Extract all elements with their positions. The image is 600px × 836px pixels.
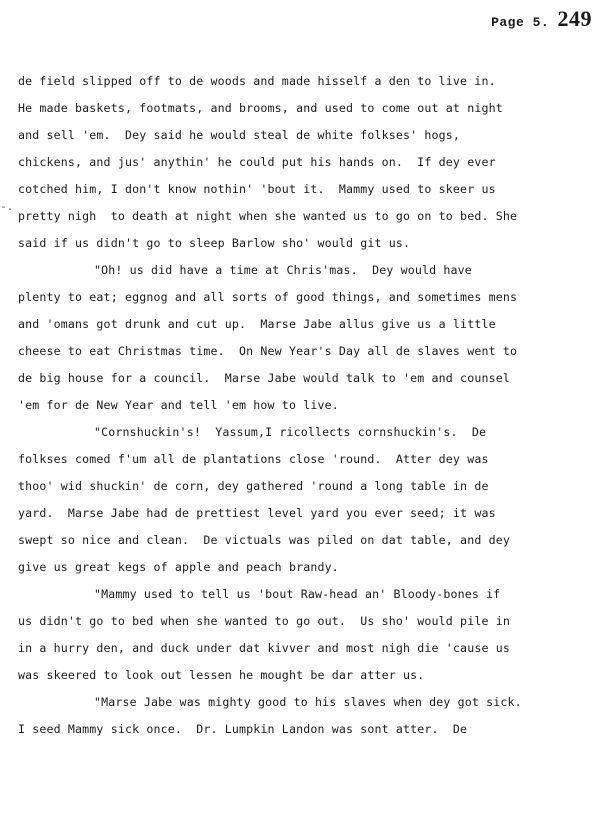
paragraph-start-line: "Marse Jabe was mighty good to his slaves when dey got sick.	[94, 695, 522, 709]
page-label: Page 5.	[491, 15, 550, 30]
text-line: He made baskets, footmats, and brooms, and used to come out at night	[18, 101, 503, 115]
text-line: yard. Marse Jabe had de prettiest level yard you ever seed; it was	[18, 506, 496, 520]
text-line: de field slipped off to de woods and made hisself a den to live in.	[18, 74, 496, 88]
paragraph-start-line: "Oh! us did have a time at Chris'mas. Dey would have	[94, 263, 472, 277]
text-line: and sell 'em. Dey said he would steal de white folkses' hogs,	[18, 128, 461, 142]
text-line: and 'omans got drunk and cut up. Marse Jabe allus give us a little	[18, 317, 496, 331]
page-stamp-number: 249	[557, 6, 592, 31]
text-line: plenty to eat; eggnog and all sorts of good things, and sometimes mens	[18, 290, 518, 304]
page-number	[491, 6, 592, 32]
text-line: said if us didn't go to sleep Barlow sho' would git us.	[18, 236, 411, 250]
text-line: us didn't go to bed when she wanted to go out. Us sho' would pile in	[18, 614, 510, 628]
text-line: pretty nigh to death at night when she wanted us to go on to bed. She	[18, 209, 518, 223]
margin-mark: -.	[0, 200, 14, 213]
text-line: cheese to eat Christmas time. On New Year's Day all de slaves went to	[18, 344, 518, 358]
text-line: in a hurry den, and duck under dat kivver and most nigh die 'cause us	[18, 641, 510, 655]
paragraph-start-line: "Cornshuckin's! Yassum,I ricollects cornshuckin's. De	[94, 425, 487, 439]
text-line: folkses comed f'um all de plantations close 'round. Atter dey was	[18, 452, 489, 466]
text-line: thoo' wid shuckin' de corn, dey gathered 'round a long table in de	[18, 479, 489, 493]
text-line: de big house for a council. Marse Jabe would talk to 'em and counsel	[18, 371, 510, 385]
text-line: cotched him, I don't know nothin' 'bout it. Mammy used to skeer us	[18, 182, 496, 196]
text-line: was skeered to look out lessen he mought be dar atter us.	[18, 668, 425, 682]
paragraph-start-line: "Mammy used to tell us 'bout Raw-head an' Bloody-bones if	[94, 587, 501, 601]
text-line: I seed Mammy sick once. Dr. Lumpkin Landon was sont atter. De	[18, 722, 468, 736]
text-line: give us great kegs of apple and peach brandy.	[18, 560, 339, 574]
text-line: chickens, and jus' anythin' he could put his hands on. If dey ever	[18, 155, 496, 169]
text-line: 'em for de New Year and tell 'em how to live.	[18, 398, 339, 412]
text-line: swept so nice and clean. De victuals was piled on dat table, and dey	[18, 533, 510, 547]
